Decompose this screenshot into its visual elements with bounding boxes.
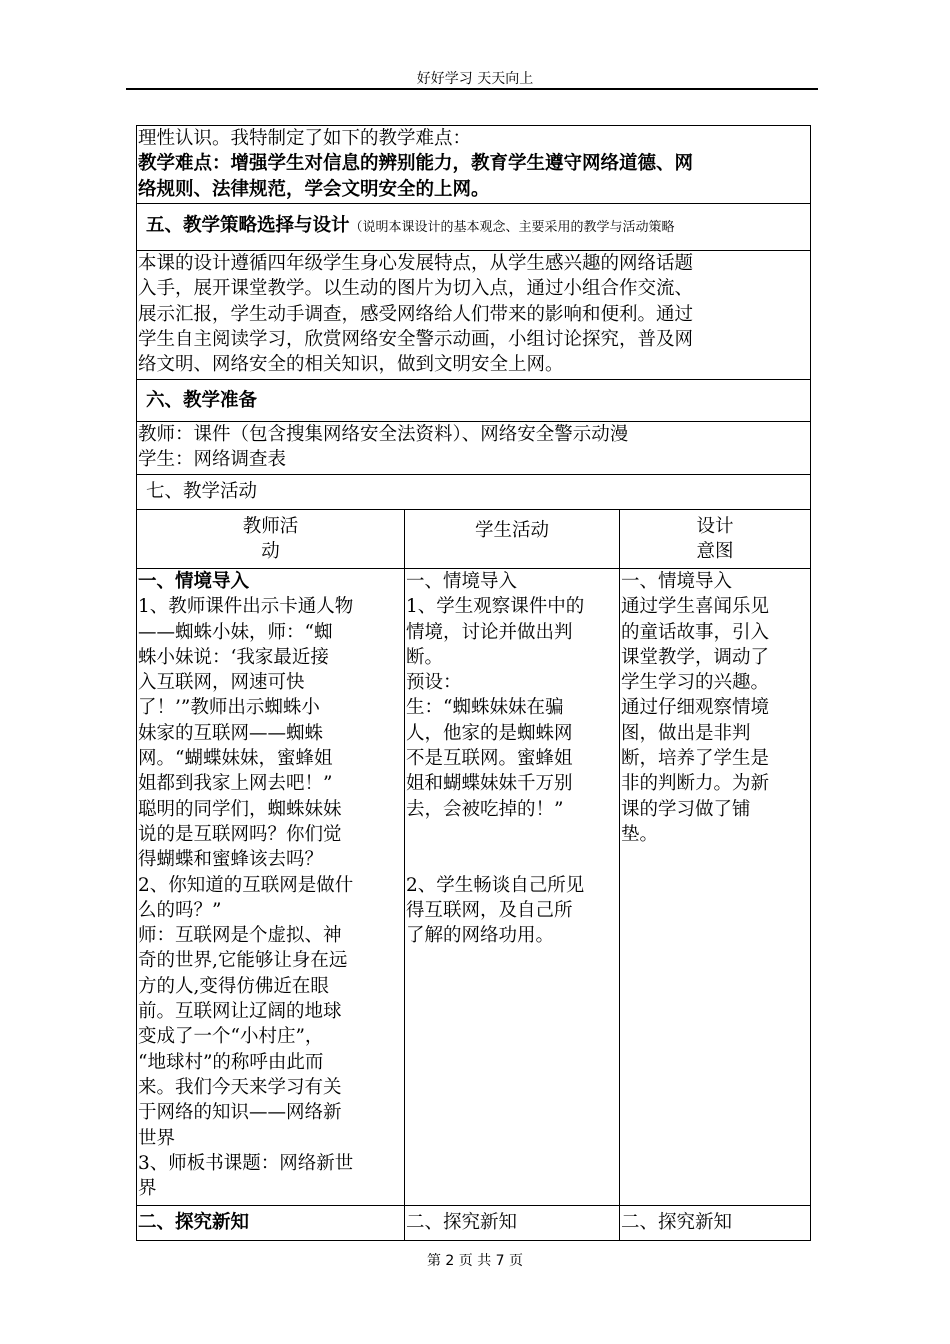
teacher-line-24: 界 xyxy=(138,1178,157,1200)
teacher-line-14: 师：互联网是个虚拟、神 xyxy=(138,925,342,947)
prep-heading-cell: 六、教学准备 xyxy=(137,380,811,422)
design-line-10: 垫。 xyxy=(621,823,659,845)
strategy-line-3: 展示汇报，学生动手调查，感受网络给人们带来的影响和便利。通过 xyxy=(138,303,694,325)
teacher-line-9: 聪明的同学们，蜘蛛妹妹 xyxy=(138,798,342,820)
teacher-line-1: 1、教师课件出示卡通人物 xyxy=(138,596,354,618)
strategy-body-row xyxy=(137,251,811,380)
prep-student-line: 学生：网络调查表 xyxy=(138,449,287,471)
teacher-line-6: 妹家的互联网——蜘蛛 xyxy=(138,722,324,744)
student-line-14: 了解的网络功用。 xyxy=(406,925,555,947)
student-line-13: 得互联网，及自己所 xyxy=(406,899,573,921)
difficulty-cell xyxy=(137,126,811,204)
header-student-line-1: 学生活动 xyxy=(474,520,549,541)
page-footer: 第 2 页 共 7 页 xyxy=(426,1253,524,1269)
difficulty-key-line-1: 教学难点：增强学生对信息的辨别能力，教育学生遵守网络道德、网 xyxy=(138,153,694,175)
teacher-line-20: 来。我们今天来学习有关 xyxy=(138,1076,342,1098)
section1-design-lines xyxy=(621,594,809,847)
teacher-line-2: ——蜘蛛小妹，师：“蜘 xyxy=(138,621,333,643)
student-line-12: 2、学生畅谈自己所见 xyxy=(406,874,585,896)
activity-header-row xyxy=(137,510,811,569)
section1-teacher-cell xyxy=(137,569,405,1206)
teacher-line-23: 3、师板书课题：网络新世 xyxy=(138,1152,354,1174)
section1-teacher-title: 一、情境导入 xyxy=(138,571,250,592)
design-line-8: 非的判断力。为新 xyxy=(621,773,770,795)
strategy-line-4: 学生自主阅读学习，欣赏网络安全警示动画，小组讨论探究，普及网 xyxy=(138,328,694,350)
section2-teacher-cell: 二、探究新知 xyxy=(137,1206,405,1241)
section2-row xyxy=(137,1206,811,1241)
design-line-4: 学生学习的兴趣。 xyxy=(621,672,770,694)
section1-student-title: 一、情境导入 xyxy=(406,571,518,592)
student-line-7: 不是互联网。蜜蜂姐 xyxy=(406,748,573,770)
student-line-3: 断。 xyxy=(406,646,444,668)
student-line-9: 去，会被吃掉的！” xyxy=(406,798,564,820)
teacher-line-13: 么的吗？” xyxy=(138,899,222,921)
page-header: 好好学习 天天向上 xyxy=(416,71,534,87)
student-line-2: 情境，讨论并做出判 xyxy=(406,621,573,643)
header-teacher-activity xyxy=(137,510,405,569)
design-line-7: 断，培养了学生是 xyxy=(621,748,770,770)
teacher-line-12: 2、你知道的互联网是做什 xyxy=(138,874,354,896)
prep-teacher-line: 教师：课件（包含搜集网络安全法资料）、网络安全警示动漫 xyxy=(138,424,629,445)
design-line-1: 通过学生喜闻乐见 xyxy=(621,596,770,618)
teacher-line-19: “地球村”的称呼由此而 xyxy=(138,1051,324,1073)
section1-student-lines xyxy=(406,594,618,948)
section1-teacher-lines xyxy=(138,594,403,1201)
teacher-line-16: 方的人,变得仿佛近在眼 xyxy=(138,975,329,997)
teacher-line-3: 蛛小妹说：‘我家最近接 xyxy=(138,646,329,668)
header-teacher-line-1: 教师活 xyxy=(242,515,299,537)
student-line-4: 预设： xyxy=(406,672,462,694)
section1-design-title: 一、情境导入 xyxy=(621,571,733,592)
teacher-line-8: 姐都到我家上网去吧！” xyxy=(138,773,333,795)
strategy-heading-title: 五、教学策略选择与设计 xyxy=(146,215,350,237)
student-line-5: 生：“蜘蛛妹妹在骗 xyxy=(406,697,564,719)
prep-body-row xyxy=(137,422,811,475)
teacher-line-15: 奇的世界,它能够让身在远 xyxy=(138,950,348,972)
section1-student-cell xyxy=(405,569,620,1206)
strategy-body-cell xyxy=(137,251,811,380)
teacher-line-5: 了！’”教师出示蜘蛛小 xyxy=(138,697,320,719)
section2-student-cell: 二、探究新知 xyxy=(405,1206,620,1241)
activity-heading-cell: 七、教学活动 xyxy=(137,475,811,510)
header-student-activity xyxy=(405,510,620,569)
strategy-heading-row xyxy=(137,204,811,251)
header-design-line-1: 设计 xyxy=(696,515,734,537)
teacher-line-18: 变成了一个“小村庄”， xyxy=(138,1026,324,1048)
teacher-line-17: 前。互联网让辽阔的地球 xyxy=(138,1001,342,1023)
section2-design-cell: 二、探究新知 xyxy=(620,1206,811,1241)
section1-row xyxy=(137,569,811,1206)
student-line-8: 姐和蝴蝶妹妹千万别 xyxy=(406,773,573,795)
prep-body-cell xyxy=(137,422,811,475)
section1-design-cell xyxy=(620,569,811,1206)
student-line-6: 人，他家的是蜘蛛网 xyxy=(406,722,573,744)
difficulty-lead: 理性认识。我特制定了如下的教学难点： xyxy=(138,128,472,149)
header-teacher-line-2: 动 xyxy=(261,541,280,562)
design-line-6: 图，做出是非判 xyxy=(621,722,751,744)
header-design-line-2: 意图 xyxy=(696,541,734,562)
design-line-2: 的童话故事，引入 xyxy=(621,621,770,643)
strategy-heading-note: （说明本课设计的基本观念、主要采用的教学与活动策略 xyxy=(349,220,675,236)
prep-heading-row xyxy=(137,380,811,422)
difficulty-key-line-2: 络规则、法律规范，学会文明安全的上网。 xyxy=(138,178,490,200)
header-design-intent xyxy=(620,510,811,569)
student-line-1: 1、学生观察课件中的 xyxy=(406,596,585,618)
teacher-line-22: 世界 xyxy=(138,1127,176,1149)
teacher-line-7: 网。“蝴蝶妹妹，蜜蜂姐 xyxy=(138,748,333,770)
header-divider xyxy=(126,88,818,90)
design-line-9: 课的学习做了铺 xyxy=(621,798,751,820)
teacher-line-21: 于网络的知识——网络新 xyxy=(138,1102,342,1124)
strategy-line-5: 络文明、网络安全的相关知识，做到文明安全上网。 xyxy=(138,354,564,376)
teacher-line-4: 入互联网，网速可快 xyxy=(138,672,305,694)
strategy-heading-cell xyxy=(137,204,811,251)
design-line-5: 通过仔细观察情境 xyxy=(621,697,770,719)
student-line-11 xyxy=(406,847,618,872)
student-line-10 xyxy=(406,822,618,847)
design-line-3: 课堂教学，调动了 xyxy=(621,646,770,668)
activity-heading-row xyxy=(137,475,811,510)
strategy-line-2: 入手，展开课堂教学。以生动的图片为切入点，通过小组合作交流、 xyxy=(138,278,694,300)
teacher-line-11: 得蝴蝶和蜜蜂该去吗？ xyxy=(138,849,324,871)
teacher-line-10: 说的是互联网吗？你们觉 xyxy=(138,823,342,845)
strategy-line-1: 本课的设计遵循四年级学生身心发展特点，从学生感兴趣的网络话题 xyxy=(138,253,694,274)
lesson-plan-table xyxy=(136,125,811,1241)
difficulty-row xyxy=(137,126,811,204)
